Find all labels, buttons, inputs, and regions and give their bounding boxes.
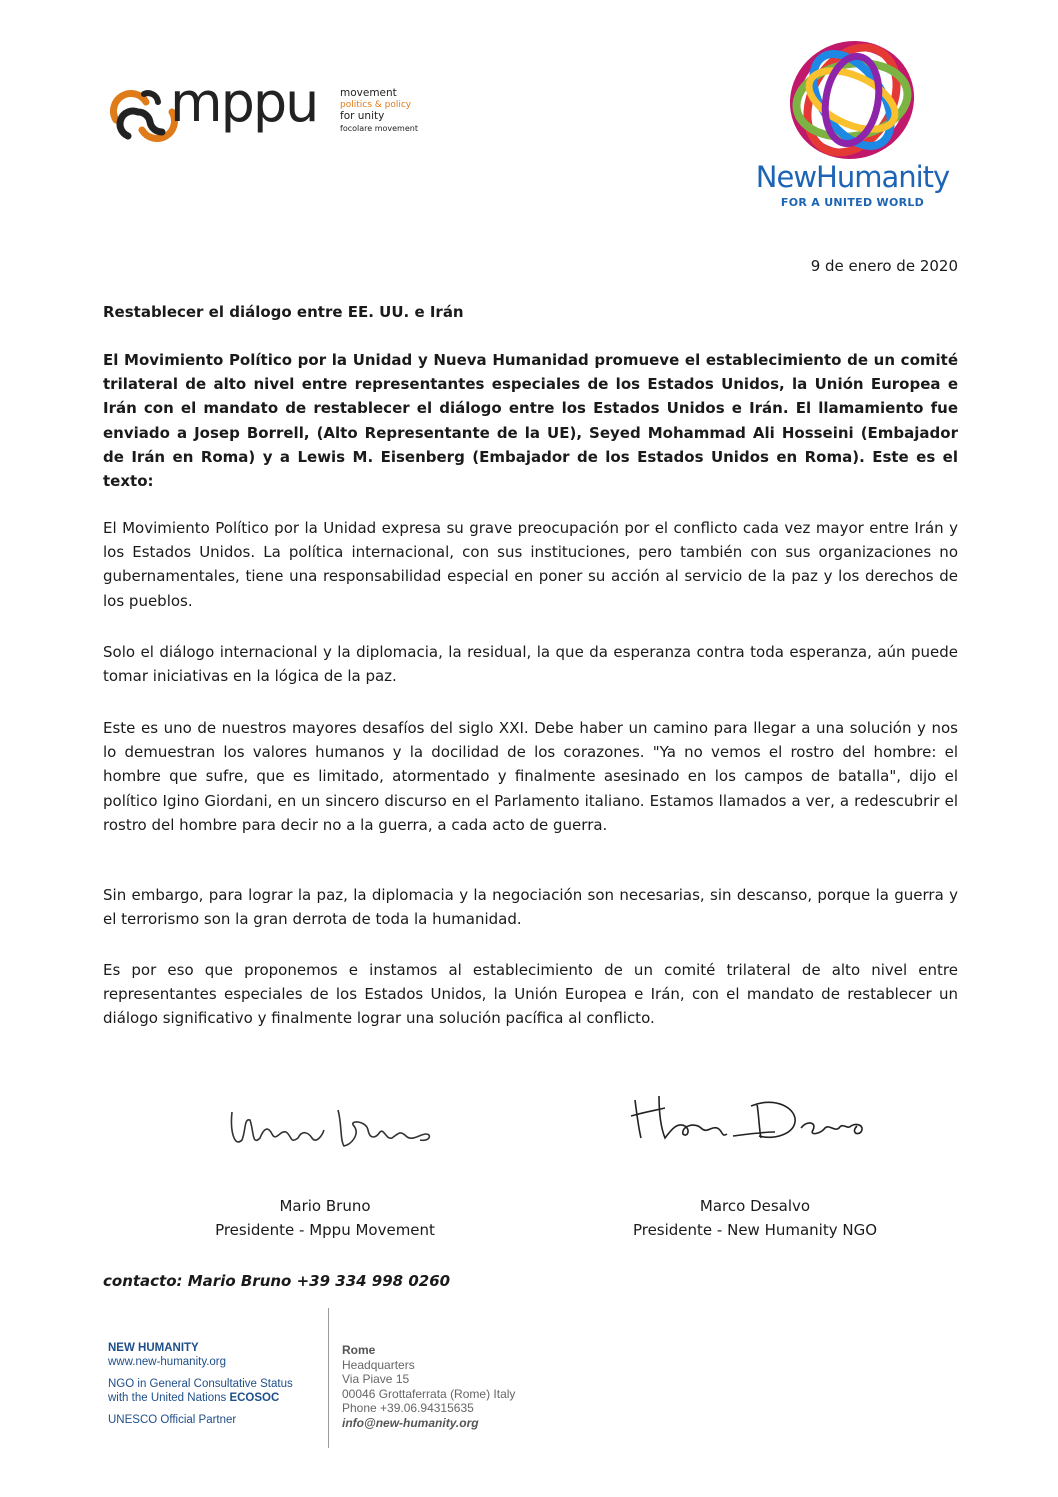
letter-paragraph: Sin embargo, para lograr la paz, la diplomacia y la negociación son necesarias, sin descanso, porque la guerra y el terrorismo son la gran derrota de toda la humanidad. bbox=[103, 886, 958, 929]
footer-email[interactable]: info@new-humanity.org bbox=[342, 1415, 479, 1430]
footer-website[interactable]: www.new-humanity.org bbox=[108, 1356, 227, 1368]
letter-paragraph: El Movimiento Político por la Unidad expresa su grave preocupación por el conflicto cada vez mayor entre Irán y los Estados Unidos. La política internacional, con sus instituciones, pero también con sus organizaciones no gubernamentales, tiene una responsabilidad especial en poner su acción al servicio de la paz y los derechos de los pueblos. bbox=[103, 519, 958, 610]
footer-phone: Phone +39.06.94315635 bbox=[342, 1401, 474, 1415]
new-humanity-logo bbox=[740, 36, 965, 211]
mppu-tagline-line: politics & policy bbox=[340, 99, 412, 110]
signer-mario-bruno bbox=[170, 1194, 480, 1242]
footer-organization bbox=[108, 1341, 318, 1427]
footer-address bbox=[342, 1343, 515, 1430]
signer-role: Presidente - Mppu Movement bbox=[215, 1221, 435, 1239]
contact-line: contacto: Mario Bruno +39 334 998 0260 bbox=[103, 1272, 451, 1290]
footer-org-name: NEW HUMANITY bbox=[108, 1342, 199, 1354]
footer-address-line: Via Piave 15 bbox=[342, 1372, 410, 1386]
mppu-logo bbox=[108, 71, 428, 160]
mppu-tagline-line: movement bbox=[340, 87, 397, 99]
signature-mario-bruno bbox=[220, 1090, 480, 1160]
signer-name: Marco Desalvo bbox=[699, 1197, 811, 1215]
signer-role: Presidente - New Humanity NGO bbox=[632, 1221, 878, 1239]
new-humanity-name: NewHumanity bbox=[755, 160, 950, 194]
letter-paragraph: Es por eso que proponemos e instamos al establecimiento de un comité trilateral de alto nivel entre representantes especiales de los Estados Unidos, la Unión Europea e Irán, con el mandato de restablecer un diálogo significativo y finalmente lograr una solución pacífica al conflicto. bbox=[103, 961, 958, 1028]
footer-unesco: UNESCO Official Partner bbox=[108, 1414, 237, 1426]
letter-date: 9 de enero de 2020 bbox=[810, 257, 958, 275]
letter-subject: Restablecer el diálogo entre EE. UU. e Irán bbox=[103, 303, 464, 321]
footer-address-line: Headquarters bbox=[342, 1357, 415, 1372]
letter-paragraph: Este es uno de nuestros mayores desafíos del siglo XXI. Debe haber un camino para llegar a una solución y nos lo demuestran los valores humanos y la docilidad de los corazones. "Ya no vemos el rostro del hombre: el hombre que sufre, que es limitado, atormentado y finalmente asesinado en los campos de batalla", dijo el político Igino Giordani, en un sincero discurso en el Parlamento italiano. Estamos llamados a ver, a redescubrir el rostro del hombre para decir no a la guerra, a cada acto de guerra. bbox=[103, 719, 958, 834]
mppu-wordmark: mppu bbox=[170, 71, 318, 134]
footer-status-line: NGO in General Consultative Status bbox=[108, 1378, 293, 1390]
footer-city: Rome bbox=[342, 1343, 376, 1357]
letter-intro: El Movimiento Político por la Unidad y Nueva Humanidad promueve el establecimiento de un comité trilateral de alto nivel entre representantes especiales de los Estados Unidos, la Unión Europea e Irán con el mandato de restablecer el diálogo entre los Estados Unidos e Irán. El llamamiento fue enviado a Josep Borrell, (Alto Representante de la UE), Seyed Mohammad Ali Hosseini (Embajador de Irán en Roma) y a Lewis M. Eisenberg (Embajador de los Estados Unidos en Roma). Este es el texto: bbox=[103, 351, 958, 491]
signer-name: Mario Bruno bbox=[279, 1197, 371, 1215]
footer-status-line bbox=[108, 1391, 318, 1405]
footer-ecosoc: ECOSOC bbox=[229, 1392, 280, 1404]
mppu-tagline-line: for unity bbox=[340, 110, 385, 122]
footer-address-line: 00046 Grottaferrata (Rome) Italy bbox=[342, 1386, 516, 1401]
new-humanity-globe-icon bbox=[782, 36, 922, 164]
mppu-tagline-line: focolare movement bbox=[340, 123, 418, 133]
letter-paragraph: Solo el diálogo internacional y la diplomacia, la residual, la que da esperanza contra toda esperanza, aún puede tomar iniciativas en la lógica de la paz. bbox=[103, 643, 958, 686]
mppu-tagline bbox=[340, 88, 450, 134]
footer-divider bbox=[328, 1308, 329, 1448]
signer-marco-desalvo bbox=[590, 1194, 920, 1242]
new-humanity-subtitle: FOR A UNITED WORLD bbox=[780, 196, 925, 209]
footer-status-prefix: with the United Nations bbox=[108, 1392, 230, 1404]
signature-marco-desalvo bbox=[625, 1082, 885, 1152]
